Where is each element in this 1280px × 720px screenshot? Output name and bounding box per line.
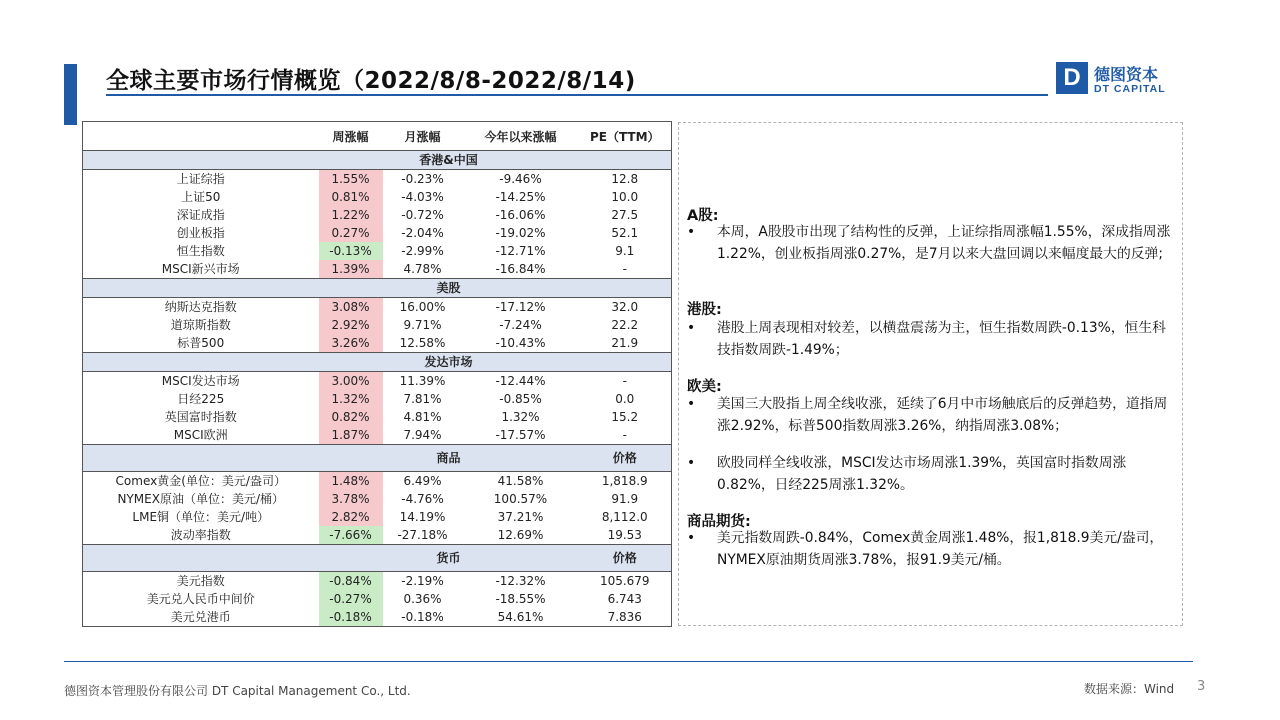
row-pe-or-price: 105.679: [599, 574, 650, 588]
bullet-us-eu-2: • 欧股同样全线收涨，MSCI发达市场周涨1.39%，英国富时指数周涨0.82%，日经225周涨1.32%。: [687, 452, 1175, 496]
section-title: 香港&中国: [319, 151, 579, 170]
row-week-change: -0.84%: [319, 572, 383, 591]
section-title: 发达市场: [319, 353, 579, 372]
row-month-change: 0.36%: [403, 592, 442, 606]
row-name: 美元兑人民币中间价: [146, 592, 255, 606]
row-ytd-change: -10.43%: [495, 336, 546, 350]
table-row: [83, 298, 672, 317]
table-row: [83, 426, 672, 445]
table-row: [83, 242, 672, 260]
section-row: [83, 279, 672, 298]
section-price-header: 价格: [579, 545, 672, 572]
row-name: 纳斯达克指数: [164, 300, 237, 314]
row-pe-or-price: 22.2: [611, 318, 639, 332]
table-header-row: [83, 122, 672, 151]
row-name: 上证50: [181, 190, 221, 204]
row-month-change: 4.81%: [403, 410, 442, 424]
logo-name-cn: 德图资本: [1094, 65, 1159, 84]
row-ytd-change: -7.24%: [499, 318, 542, 332]
footer-divider: [64, 661, 1193, 662]
row-month-change: -27.18%: [397, 528, 448, 542]
row-name: 标普500: [177, 336, 225, 350]
row-month-change: 6.49%: [403, 474, 442, 488]
table-row: [83, 572, 672, 591]
row-month-change: 11.39%: [399, 374, 446, 388]
section-spacer: [83, 279, 319, 298]
row-ytd-change: 41.58%: [497, 474, 544, 488]
row-week-change: -0.18%: [319, 608, 383, 627]
row-ytd-change: -12.32%: [495, 574, 546, 588]
row-ytd-change: -9.46%: [499, 172, 542, 186]
logo-name-en: DT CAPITAL: [1094, 83, 1166, 95]
footer-company: 德图资本管理股份有限公司 DT Capital Management Co., Ltd.: [64, 684, 411, 698]
row-pe-or-price: 19.53: [607, 528, 642, 542]
logo-mark-icon: D: [1056, 62, 1088, 94]
header-name: [83, 122, 319, 151]
bullet-icon: •: [687, 320, 696, 336]
row-ytd-change: 37.21%: [497, 510, 544, 524]
row-pe-or-price: 6.743: [607, 592, 642, 606]
header-week: 周涨幅: [319, 122, 383, 151]
row-ytd-change: -14.25%: [495, 190, 546, 204]
table-row: [83, 472, 672, 491]
bullet-commodity-1: • 美元指数周跌-0.84%，Comex黄金周涨1.48%，报1,818.9美元/盎司，NYMEX原油期货周涨3.78%，报91.9美元/桶。: [687, 527, 1175, 571]
section-spacer: [579, 151, 672, 170]
row-pe-or-price: 27.5: [611, 208, 639, 222]
row-week-change: 1.32%: [319, 390, 383, 408]
row-pe-or-price: 10.0: [611, 190, 639, 204]
row-pe-or-price: 91.9: [611, 492, 639, 506]
section-title: 美股: [319, 279, 579, 298]
row-ytd-change: 100.57%: [493, 492, 548, 506]
row-month-change: -2.04%: [401, 226, 444, 240]
table-row: [83, 590, 672, 608]
row-month-change: 7.81%: [403, 392, 442, 406]
row-month-change: -0.18%: [401, 610, 444, 624]
bullet-icon: •: [687, 224, 696, 240]
section-price-header: 价格: [579, 445, 672, 472]
row-month-change: 16.00%: [399, 300, 446, 314]
section-spacer: [579, 279, 672, 298]
table-row: [83, 490, 672, 508]
section-title: 商品: [319, 445, 579, 472]
row-name: MSCI欧洲: [173, 428, 228, 442]
row-pe-or-price: -: [622, 374, 627, 388]
row-name: 恒生指数: [176, 244, 225, 258]
row-ytd-change: -0.85%: [499, 392, 542, 406]
row-pe-or-price: 21.9: [611, 336, 639, 350]
table-row: [83, 224, 672, 242]
table-row: [83, 508, 672, 526]
table-row: [83, 526, 672, 545]
section-heading-a-share: A股:: [687, 208, 719, 224]
row-name: 日经225: [177, 392, 225, 406]
section-title: 货币: [319, 545, 579, 572]
row-name: 深证成指: [176, 208, 225, 222]
bullet-icon: •: [687, 455, 696, 471]
title-underline: [106, 94, 1048, 96]
row-week-change: 2.92%: [319, 316, 383, 334]
section-heading-us-eu: 欧美:: [687, 379, 722, 395]
table-row: [83, 372, 672, 391]
header-ytd: 今年以来涨幅: [463, 122, 579, 151]
title-accent-bar: [64, 64, 77, 125]
row-week-change: 3.26%: [319, 334, 383, 353]
row-name: 美元指数: [176, 574, 225, 588]
row-week-change: -0.27%: [319, 590, 383, 608]
table-row: [83, 334, 672, 353]
page-title: 全球主要市场行情概览（2022/8/8-2022/8/14): [106, 68, 636, 94]
row-week-change: 3.08%: [319, 298, 383, 317]
section-spacer: [83, 353, 319, 372]
table-row: [83, 608, 672, 627]
row-week-change: 0.27%: [319, 224, 383, 242]
table-row: [83, 188, 672, 206]
row-week-change: 1.87%: [319, 426, 383, 445]
row-name: MSCI发达市场: [161, 374, 240, 388]
row-month-change: -2.19%: [401, 574, 444, 588]
header-pe: PE（TTM）: [579, 122, 672, 151]
table-row: [83, 316, 672, 334]
row-pe-or-price: -: [622, 428, 627, 442]
row-ytd-change: -17.57%: [495, 428, 546, 442]
row-ytd-change: -12.44%: [495, 374, 546, 388]
row-ytd-change: -19.02%: [495, 226, 546, 240]
table-row: [83, 408, 672, 426]
company-logo: [1056, 62, 1182, 96]
row-ytd-change: 1.32%: [501, 410, 540, 424]
row-week-change: 3.78%: [319, 490, 383, 508]
table-row: [83, 206, 672, 224]
row-month-change: 4.78%: [403, 262, 442, 276]
row-pe-or-price: -: [622, 262, 627, 276]
row-week-change: 1.55%: [319, 170, 383, 189]
row-name: 英国富时指数: [164, 410, 237, 424]
page-number: 3: [1197, 679, 1206, 694]
row-ytd-change: -16.06%: [495, 208, 546, 222]
row-week-change: 2.82%: [319, 508, 383, 526]
row-name: 美元兑港币: [170, 610, 231, 624]
row-name: LME铜（单位：美元/吨）: [132, 510, 270, 524]
header-month: 月涨幅: [383, 122, 463, 151]
row-pe-or-price: 32.0: [611, 300, 639, 314]
row-month-change: -0.72%: [401, 208, 444, 222]
row-ytd-change: 54.61%: [497, 610, 544, 624]
row-name: 上证综指: [176, 172, 225, 186]
section-heading-commodity: 商品期货:: [687, 514, 751, 530]
row-month-change: 9.71%: [403, 318, 442, 332]
row-week-change: 1.22%: [319, 206, 383, 224]
section-spacer: [579, 353, 672, 372]
row-pe-or-price: 7.836: [607, 610, 642, 624]
row-week-change: 1.39%: [319, 260, 383, 279]
section-spacer: [83, 151, 319, 170]
footer-source: 数据来源：Wind: [1084, 682, 1175, 696]
row-ytd-change: -17.12%: [495, 300, 546, 314]
bullet-us-eu-1: • 美国三大股指上周全线收涨，延续了6月中市场触底后的反弹趋势，道指周涨2.92%，标普500指数周涨3.26%，纳指周涨3.08%；: [687, 393, 1175, 437]
row-month-change: -4.76%: [401, 492, 444, 506]
row-pe-or-price: 8,112.0: [601, 510, 648, 524]
section-row: [83, 151, 672, 170]
row-pe-or-price: 1,818.9: [601, 474, 648, 488]
section-row: [83, 545, 672, 572]
row-name: MSCI新兴市场: [161, 262, 240, 276]
row-month-change: 7.94%: [403, 428, 442, 442]
row-week-change: -0.13%: [319, 242, 383, 260]
row-week-change: -7.66%: [319, 526, 383, 545]
section-spacer: [83, 445, 319, 472]
row-month-change: -4.03%: [401, 190, 444, 204]
row-name: NYMEX原油（单位：美元/桶）: [117, 492, 284, 506]
table-row: [83, 170, 672, 189]
section-row: [83, 445, 672, 472]
row-pe-or-price: 0.0: [615, 392, 635, 406]
row-month-change: 12.58%: [399, 336, 446, 350]
row-ytd-change: -12.71%: [495, 244, 546, 258]
bullet-a-share-1: • 本周，A股股市出现了结构性的反弹，上证综指周涨幅1.55%，深成指周涨1.22%，创业板指周涨0.27%，是7月以来大盘回调以来幅度最大的反弹;: [687, 221, 1175, 265]
row-ytd-change: -18.55%: [495, 592, 546, 606]
row-ytd-change: 12.69%: [497, 528, 544, 542]
table-row: [83, 260, 672, 279]
row-month-change: -0.23%: [401, 172, 444, 186]
section-heading-hk: 港股:: [687, 302, 722, 318]
row-month-change: 14.19%: [399, 510, 446, 524]
row-name: 波动率指数: [170, 528, 231, 542]
row-week-change: 3.00%: [319, 372, 383, 391]
bullet-hk-1: • 港股上周表现相对较差，以横盘震荡为主，恒生指数周跌-0.13%，恒生科技指数周跌-1.49%；: [687, 317, 1175, 361]
bullet-icon: •: [687, 396, 696, 412]
row-week-change: 0.81%: [319, 188, 383, 206]
section-spacer: [83, 545, 319, 572]
row-ytd-change: -16.84%: [495, 262, 546, 276]
row-name: 道琼斯指数: [170, 318, 231, 332]
row-name: Comex黄金(单位：美元/盎司）: [115, 474, 286, 488]
row-week-change: 1.48%: [319, 472, 383, 491]
row-pe-or-price: 12.8: [611, 172, 639, 186]
market-overview-table: [82, 121, 672, 627]
row-month-change: -2.99%: [401, 244, 444, 258]
row-pe-or-price: 52.1: [611, 226, 639, 240]
table-row: [83, 390, 672, 408]
section-row: [83, 353, 672, 372]
row-pe-or-price: 9.1: [615, 244, 635, 258]
commentary-panel: [678, 122, 1183, 626]
row-name: 创业板指: [176, 226, 225, 240]
bullet-icon: •: [687, 530, 696, 546]
row-pe-or-price: 15.2: [611, 410, 639, 424]
row-week-change: 0.82%: [319, 408, 383, 426]
